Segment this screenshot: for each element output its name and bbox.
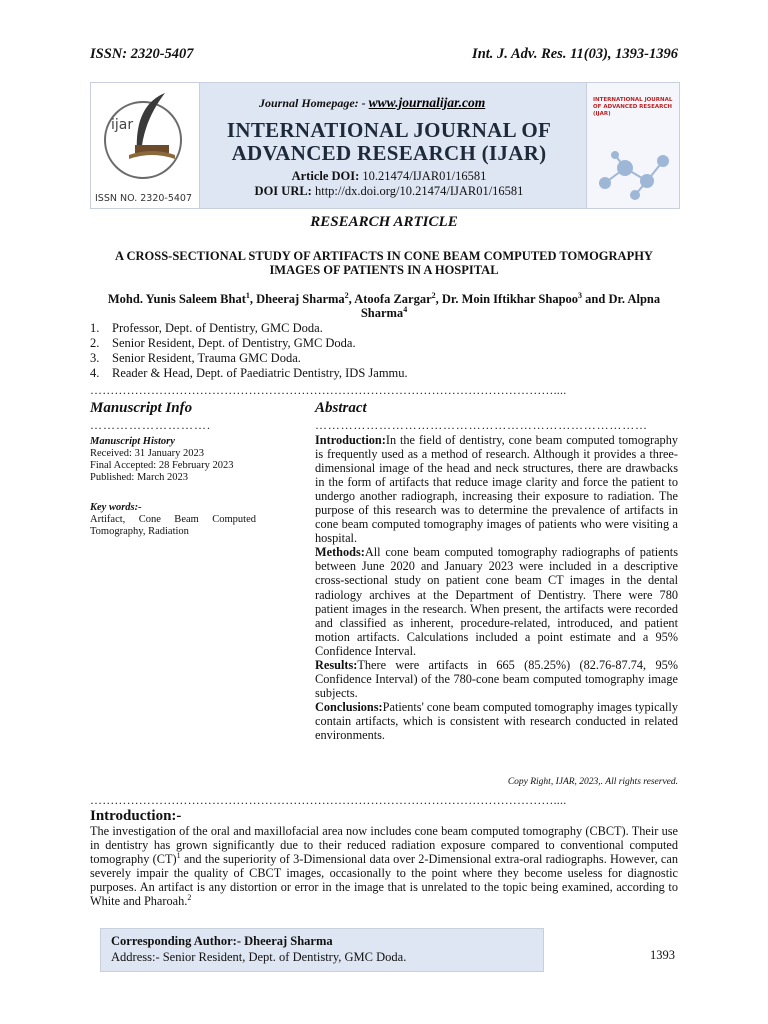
corresponding-author: Corresponding Author:- Dheeraj Sharma [111, 934, 333, 948]
title-line2: IMAGES OF PATIENTS IN A HOSPITAL [269, 263, 499, 277]
abstract-body [315, 433, 678, 742]
keywords [90, 502, 256, 538]
intro-paragraph-cont: and the superiority of 3-Dimensional data over 2-Dimensional extra-oral radiographs. However, can severely impair the quality of CBCT images, occasionally to the point where they become useless for diagnostic purposes. An artifact is any distortion or error in the image that is unrelated to the topic being examined, according to White and Pharoah. [90, 852, 678, 909]
affiliation-num: 4. [90, 366, 100, 380]
logo-text: ijar [111, 117, 134, 133]
affiliation-item [90, 336, 408, 351]
abstract-heading: Abstract [315, 400, 367, 416]
homepage [259, 95, 485, 111]
conclusions-label: Conclusions: [315, 699, 383, 714]
author-address: Address:- Senior Resident, Dept. of Dentistry, GMC Doda. [111, 950, 407, 964]
molecule-icon [595, 143, 675, 203]
author-name: Atoofa Zargar [354, 292, 432, 306]
author-name: Mohd. Yunis Saleem Bhat [107, 292, 246, 306]
copyright: Copy Right, IJAR, 2023,. All rights reserved. [507, 777, 678, 787]
journal-name-line2: ADVANCED RESEARCH (IJAR) [231, 141, 547, 165]
author-sup: 2 [431, 290, 436, 300]
results-label: Results: [315, 657, 358, 672]
introduction-heading: Introduction:- [90, 808, 182, 824]
journal-banner [90, 82, 680, 209]
author-sup: 2 [344, 290, 349, 300]
keywords-label: Key words:- [90, 502, 142, 513]
doi-label: Article DOI: [291, 169, 360, 183]
intro-paragraph: The investigation of the oral and maxillofacial area now includes cone beam computed tomography (CBCT). Their use in dentistry has grown significantly due to their reduced radiation exposure compared to conventional computed tomography (CT) [90, 824, 678, 867]
doi-url-link[interactable]: http://dx.doi.org/10.21474/IJAR01/16581 [314, 184, 524, 198]
methods-label: Methods: [315, 545, 365, 560]
conclusions-text: Patients' cone beam computed tomography images typically contain artifacts, which is consistent with research conducted in related environments. [315, 699, 678, 742]
author-sup: 4 [403, 304, 408, 314]
accepted-date: Final Accepted: 28 February 2023 [90, 460, 234, 471]
affiliations [90, 321, 408, 381]
affiliation-item [90, 351, 408, 366]
divider-dots: …………………………………………………………………………………………………….... [90, 793, 567, 807]
journal-logo [91, 83, 200, 208]
manuscript-history [90, 436, 260, 484]
manuscript-info-heading: Manuscript Info [90, 400, 193, 416]
divider-dots: …………………………………………………………………………………………………….... [90, 383, 567, 397]
citation-header: Int. J. Adv. Res. 11(03), 1393-1396 [472, 46, 678, 62]
author-name: Dr. Alpna Sharma [360, 292, 661, 320]
article-type: RESEARCH ARTICLE [310, 214, 458, 230]
divider-dots: ………………………. [90, 418, 211, 432]
author-sup: 3 [578, 290, 583, 300]
homepage-link[interactable]: www.journalijar.com [368, 95, 486, 110]
citation-sup: 1 [176, 851, 181, 860]
affiliation-text: Senior Resident, Trauma GMC Doda. [112, 351, 301, 365]
journal-name [213, 119, 565, 165]
affiliation-item [90, 321, 408, 336]
author-list: Mohd. Yunis Saleem Bhat$^1$, Dheeraj Sharma$^2$, Atoofa Zargar$^2$, Dr. Moin Iftikhar Shapoo$^3$ and Dr. Alpna Sharma$^4$ [107, 290, 661, 320]
issn-header: ISSN: 2320-5407 [90, 46, 194, 62]
published-date: Published: March 2023 [90, 472, 188, 483]
article-title [90, 249, 678, 277]
citation-sup: 2 [187, 893, 192, 903]
journal-name-line1: INTERNATIONAL JOURNAL OF [226, 118, 552, 142]
affiliation-text: Professor, Dept. of Dentistry, GMC Doda. [112, 321, 323, 335]
doi-url-label: DOI URL: [254, 184, 312, 198]
affiliation-item [90, 366, 408, 381]
doi-value: 10.21474/IJAR01/16581 [362, 169, 487, 183]
intro-text: In the field of dentistry, cone beam computed tomography is frequently used as a method of research. Although it provides a three-dimensional image of the head and neck structures, there are drawbacks in the form of artifacts that reduce image clarity and force the patient to undergo another radiograph, increasing their exposure to radiation. The purpose of this research was to determine the prevalence of artifacts in cone beam computed tomography images of patients who were visiting a hospital. [315, 433, 678, 546]
history-label: Manuscript History [90, 436, 175, 447]
affiliation-num: 1. [90, 321, 100, 335]
intro-label: Introduction: [315, 433, 386, 447]
journal-cover-thumbnail [586, 83, 679, 208]
page-number: 1393 [650, 948, 675, 962]
methods-text: All cone beam computed tomography radiographs of patients between June 2020 and January 2023 were included in a descriptive cross-sectional study on patient cone beam CT images in the dental radiology archives at the Department of Dentistry. There were 780 patient images in the research. When present, the artifacts were recorded and classified as inherent, procedure-related, introduced, and patient motion artifacts. Calculations included a point estimate and a 95% Confidence Interval. [315, 545, 678, 658]
doi-block [213, 169, 565, 199]
affiliation-num: 3. [90, 351, 100, 365]
author-name: Dheeraj Sharma [256, 292, 345, 306]
keywords-text: Artifact, Cone Beam Computed Tomography, Radiation [90, 514, 256, 537]
received-date: Received: 31 January 2023 [90, 448, 205, 459]
title-line1: A CROSS-SECTIONAL STUDY OF ARTIFACTS IN CONE BEAM COMPUTED TOMOGRAPHY [115, 249, 653, 263]
affiliation-text: Reader & Head, Dept. of Paediatric Dentistry, IDS Jammu. [112, 366, 408, 380]
introduction-body [90, 824, 678, 908]
homepage-label: Journal Homepage: - [259, 96, 366, 110]
logo-issn: ISSN NO. 2320-5407 [95, 193, 193, 204]
author-sup: 1 [245, 290, 250, 300]
corresponding-author-box [100, 928, 544, 972]
affiliation-text: Senior Resident, Dept. of Dentistry, GMC Doda. [112, 336, 356, 350]
cover-title: INTERNATIONAL JOURNAL OF ADVANCED RESEARCH (IJAR) [593, 97, 673, 117]
results-text: There were artifacts in 665 (85.25%) (82.76-87.74, 95% Confidence Interval) of the 780-cone beam computed tomography image subjects. [315, 657, 678, 700]
author-name: Dr. Moin Iftikhar Shapoo [441, 292, 579, 306]
affiliation-num: 2. [90, 336, 100, 350]
divider-dots: …………………………………………………………………… [315, 418, 648, 432]
